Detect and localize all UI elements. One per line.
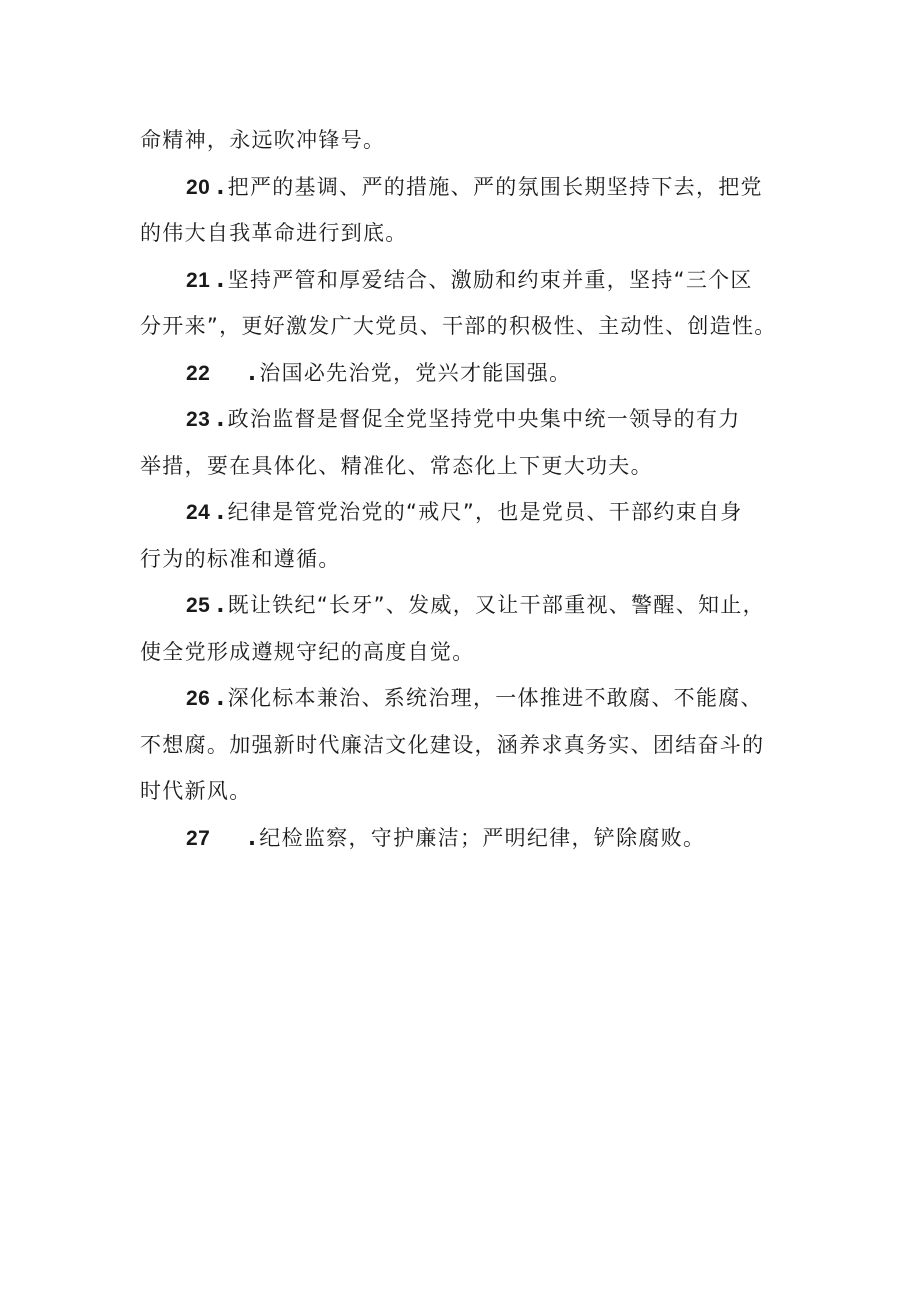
item-separator: . bbox=[216, 407, 226, 431]
list-item-23-line-1 bbox=[140, 396, 785, 443]
item-number: 20 bbox=[186, 175, 211, 199]
list-item-20-line-1 bbox=[140, 164, 785, 211]
item-number: 23 bbox=[186, 408, 211, 431]
item-separator: . bbox=[248, 360, 258, 385]
list-item-21-line-1 bbox=[140, 257, 785, 304]
item-text: 纪检监察，守护廉洁；严明纪律，铲除腐败。 bbox=[259, 825, 706, 850]
list-item-26-line-2: 不想腐。加强新时代廉洁文化建设，涵养求真务实、团结奋斗的 bbox=[140, 732, 765, 757]
item-number: 21 bbox=[186, 268, 211, 292]
item-number: 27 bbox=[186, 826, 211, 850]
item-text: 政治监督是督促全党坚持党中央集中统一领导的有力 bbox=[227, 407, 741, 431]
item-separator: . bbox=[216, 593, 226, 617]
list-item-20-line-2: 的伟大自我革命进行到底。 bbox=[140, 221, 408, 245]
item-separator: . bbox=[216, 174, 226, 199]
item-text: 深化标本兼治、系统治理，一体推进不敢腐、不能腐、 bbox=[227, 686, 763, 710]
list-item-26-line-3: 时代新风。 bbox=[140, 779, 252, 803]
item-text: 纪律是管党治党的“戒尺”，也是党员、干部约束自身 bbox=[227, 500, 743, 524]
item-text: 既让铁纪“长牙”、发威，又让干部重视、警醒、知止， bbox=[227, 593, 765, 617]
list-item-24-line-1 bbox=[140, 489, 785, 536]
item-separator: . bbox=[216, 500, 226, 524]
document-body bbox=[140, 117, 785, 861]
list-item-24-line-2: 行为的标准和遵循。 bbox=[140, 546, 341, 571]
list-item-23-line-2: 举措，要在具体化、精准化、常态化上下更大功夫。 bbox=[140, 453, 653, 478]
item-separator: . bbox=[216, 267, 226, 292]
item-number: 26 bbox=[186, 687, 211, 710]
item-text: 治国必先治党，党兴才能国强。 bbox=[259, 360, 572, 385]
list-item-26-line-1 bbox=[140, 675, 785, 722]
item-number: 25 bbox=[186, 594, 211, 617]
item-separator: . bbox=[248, 825, 258, 850]
list-item-27-line-1 bbox=[140, 815, 785, 862]
list-item-25-line-2: 使全党形成遵规守纪的高度自觉。 bbox=[140, 639, 475, 664]
list-item-25-line-1 bbox=[140, 582, 785, 629]
list-item-21-line-2: 分开来”，更好激发广大党员、干部的积极性、主动性、创造性。 bbox=[140, 314, 777, 338]
item-separator: . bbox=[216, 686, 226, 710]
item-number: 22 bbox=[186, 361, 211, 385]
continuation-line: 命精神，永远吹冲锋号。 bbox=[140, 128, 386, 152]
list-item-22-line-1 bbox=[140, 350, 785, 397]
item-text: 坚持严管和厚爱结合、激励和约束并重，坚持“三个区 bbox=[227, 267, 753, 292]
item-number: 24 bbox=[186, 501, 211, 524]
item-text: 把严的基调、严的措施、严的氛围长期坚持下去，把党 bbox=[227, 174, 763, 199]
